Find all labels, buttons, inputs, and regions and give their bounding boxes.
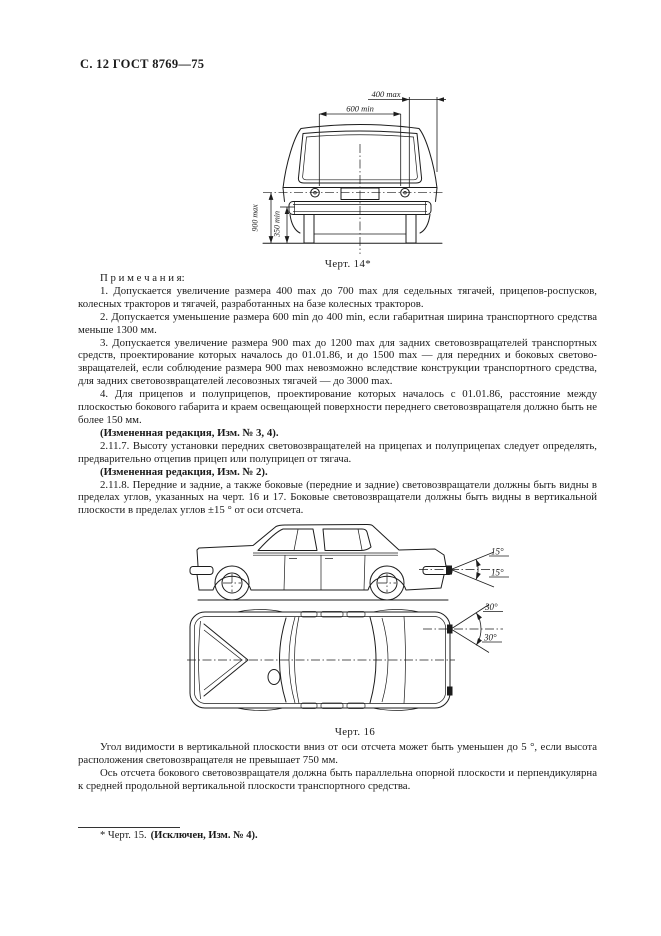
note-item-3: 3. Допускается увеличение размера 900 max до 1200 max для задних световозвращателей транспортных средств, проектирование которых началось до 01.01.86, и до 1500 max — для передних и боковых световозвращателей, если соблюдение размера 900 max невозможно вследствие конструкции транспортного средства, для задних световозвращателей лесовозных тягачей — до 3000 max.	[78, 336, 597, 388]
figure-14	[250, 87, 446, 262]
car-plan-view	[187, 610, 455, 711]
dim-label-350min: 350 min	[272, 211, 282, 237]
amended-note-2: (Измененная редакция, Изм. № 2).	[100, 465, 268, 478]
footnote-emphasis: (Исключен, Изм. № 4).	[150, 830, 258, 841]
figure-16-caption: Черт. 16	[334, 726, 376, 738]
plan-visibility-angles	[423, 602, 503, 653]
note-item-2: 2. Допускается уменьшение размера 600 min до 400 min, если габаритная ширина транспортного средства меньше 1300 мм.	[78, 310, 597, 336]
amended-note-34: (Измененная редакция, Изм. № 3, 4).	[100, 426, 279, 439]
figure-14-caption: Черт. 14*	[324, 258, 372, 270]
after-figure-text	[78, 741, 597, 793]
page-header: С. 12 ГОСТ 8769—75	[80, 57, 205, 71]
dim-label-400max: 400 max	[371, 89, 401, 99]
clause-2-11-8: 2.11.8. Передние и задние, а также боковые (передние и задние) световозвращатели должны быть видны в пределах углов, указанных на черт. 16 и 17. Боковые световозвращатели должны быть видны в вертикальной плоскости в пределах углов ±15 ° от оси отсчета.	[78, 478, 597, 517]
clause-2-11-7: 2.11.7. Высоту установки передних световозвращателей на прицепах и полуприцепах следует определять, предварительно отцепив прицеп или полуприцеп от тягача.	[78, 439, 597, 465]
footnote-prefix: * Черт. 15.	[100, 830, 147, 841]
dim-label-600min: 600 min	[346, 103, 374, 114]
figure-14-drawing	[250, 87, 446, 257]
footnote	[78, 830, 597, 841]
car-side-view	[190, 525, 452, 601]
notes-heading: П р и м е ч а н и я:	[100, 272, 185, 284]
angle-label-side-lower: 15°	[491, 567, 504, 578]
paragraph-visibility-angle: Угол видимости в вертикальной плоскости вниз от оси отсчета может быть уменьшен до 5 °, если высота расположения световозвращателя не превышает 750 мм.	[78, 741, 597, 766]
dim-label-900max: 900 max	[250, 204, 260, 232]
note-item-4: 4. Для прицепов и полуприцепов, проектирование которых началось с 01.01.86, расстояние между плоскостью бокового габарита и краем освещающей поверхности переднего световозвращателя должно быть не более 150 мм.	[78, 388, 597, 426]
note-item-1: 1. Допускается увеличение размера 400 max до 700 max для седельных тягачей, прицепов-роспусков, колесных тракторов и тягачей, разработанных на базе колесных тракторов.	[78, 284, 597, 310]
angle-label-plan-upper: 30°	[485, 602, 498, 612]
figure-16	[185, 520, 525, 730]
paragraph-reference-axis: Ось отсчета бокового световозвращателя должна быть параллельна опорной плоскости и перпендикулярна к средней продольной вертикальной плоскости транспортного средства.	[78, 766, 597, 792]
angle-label-plan-lower: 30°	[484, 632, 497, 643]
footnote-separator	[78, 827, 180, 828]
notes-and-clauses	[78, 272, 597, 517]
rear-reflector-left	[447, 687, 453, 696]
rear-reflector-side	[446, 566, 452, 575]
car-rear-view	[263, 125, 443, 255]
angle-label-side-upper: 15°	[491, 546, 504, 557]
figure-16-drawing	[185, 520, 525, 725]
